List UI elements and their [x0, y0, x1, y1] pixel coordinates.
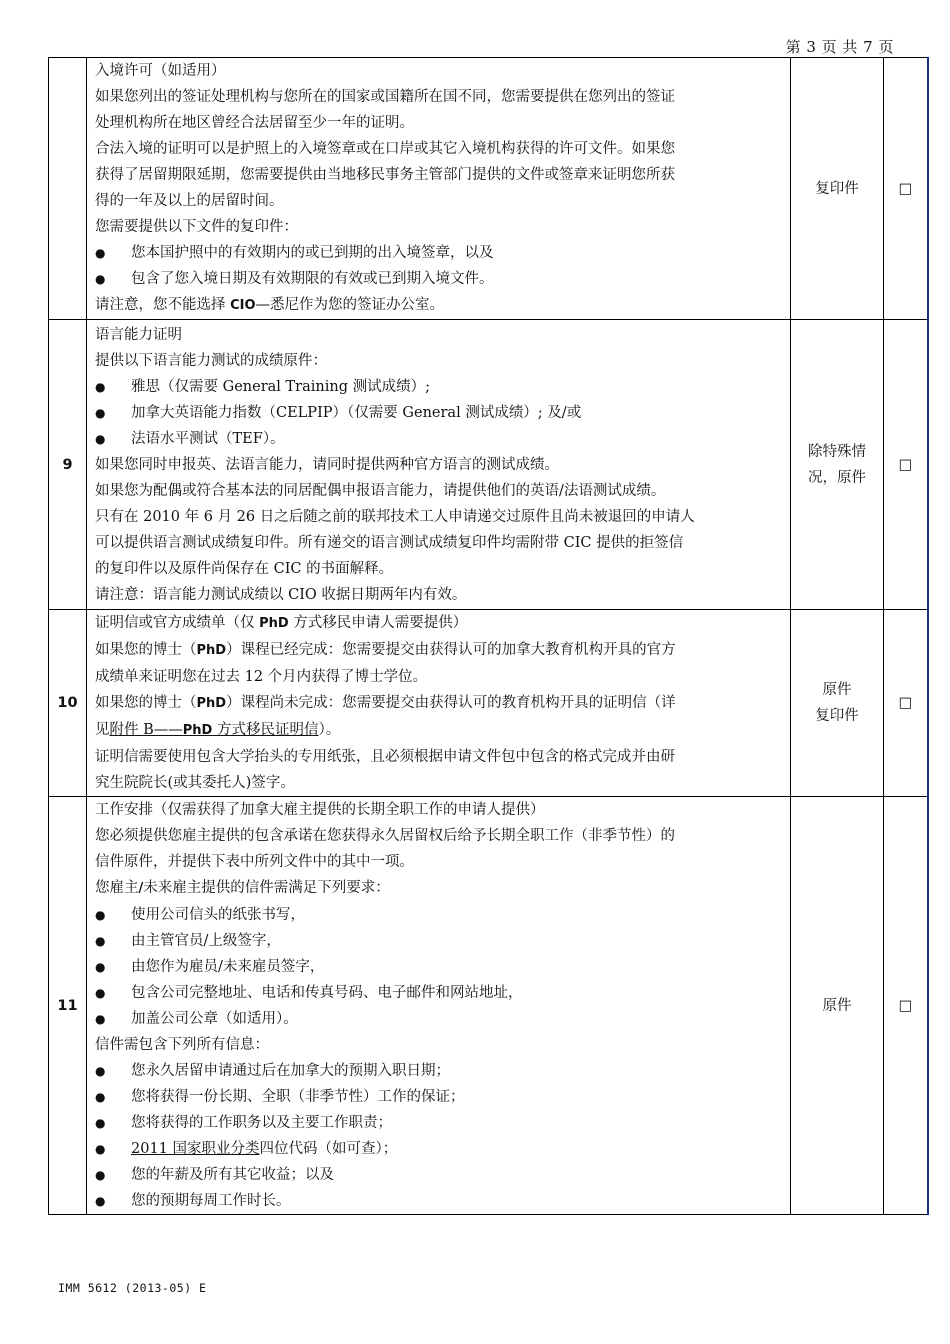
- bullet-icon: ●: [95, 1064, 106, 1078]
- item-title: 证明信或官方成绩单（仅 PhD 方式移民申请人需要提供）: [95, 615, 468, 631]
- paragraph: 信件需包含下列所有信息：: [95, 1037, 269, 1053]
- paragraph: 得的一年及以上的居留时间。: [95, 193, 284, 209]
- table-row: [49, 797, 929, 1215]
- paragraph: 如果您列出的签证处理机构与您所在的国家或国籍所在国不同，您需要提供在您列出的签证: [95, 89, 675, 105]
- document-type: 原件 复印件: [791, 610, 884, 797]
- list-item: ● 包含了您入境日期及有效期限的有效或已到期入境文件。: [95, 266, 782, 292]
- list-item: ● 雅思（仅需要 General Training 测试成绩）;: [95, 374, 782, 400]
- row-number: 11: [49, 797, 87, 1215]
- list-item: ● 包含公司完整地址、电话和传真号码、电子邮件和网站地址，: [95, 980, 782, 1006]
- bullet-icon: ●: [95, 1090, 106, 1104]
- appendix-b-link[interactable]: 附件 B——PhD 方式移民证明信: [109, 722, 319, 738]
- table-row: [49, 610, 929, 797]
- note: 请注意，您不能选择 CIO—悉尼作为您的签证办公室。: [95, 297, 445, 313]
- row-content: [87, 610, 791, 797]
- document-type: 复印件: [791, 58, 884, 320]
- document-type: 原件: [791, 797, 884, 1215]
- list-item: ● 您的预期每周工作时长。: [95, 1188, 782, 1214]
- paragraph: 获得了居留期限延期，您需要提供由当地移民事务主管部门提供的文件或签章来证明您所获: [95, 167, 675, 183]
- checkbox[interactable]: □: [884, 320, 929, 610]
- list-item: ● 您永久居留申请通过后在加拿大的预期入职日期；: [95, 1058, 782, 1084]
- list-item: ● 加盖公司公章（如适用）。: [95, 1006, 782, 1032]
- paragraph: 您必须提供您雇主提供的包含承诺在您获得永久居留权后给予长期全职工作（非季节性）的: [95, 828, 675, 844]
- row-number: 10: [49, 610, 87, 797]
- paragraph: 如果您为配偶或符合基本法的同居配偶申报语言能力，请提供他们的英语/法语测试成绩。: [95, 482, 666, 499]
- paragraph: 如果您的博士（PhD）课程尚未完成：您需要提交由获得认可的教育机构开具的证明信（详: [95, 695, 676, 711]
- list-item: ● 由主管官员/上级签字，: [95, 928, 782, 954]
- paragraph: 究生院院长(或其委托人)签字。: [95, 775, 295, 791]
- list-item: ● 加拿大英语能力指数（CELPIP）（仅需要 General 测试成绩）; 及/或: [95, 400, 782, 426]
- row-content: [87, 58, 791, 320]
- table-row: [49, 58, 929, 320]
- row-number: [49, 58, 87, 320]
- form-code: IMM 5612 (2013-05) E: [58, 1281, 207, 1295]
- paragraph: 可以提供语言测试成绩复印件。所有递交的语言测试成绩复印件均需附带 CIC 提供的拒签信: [95, 534, 684, 551]
- noc-2011-link[interactable]: 2011 国家职业分类: [131, 1141, 260, 1157]
- bullet-icon: ●: [95, 986, 106, 1000]
- paragraph: 您雇主/未来雇主提供的信件需满足下列要求：: [95, 880, 390, 896]
- list-item: ● 由您作为雇员/未来雇员签字，: [95, 954, 782, 980]
- bullet-icon: ●: [95, 960, 106, 974]
- paragraph: 见附件 B——PhD 方式移民证明信）。: [95, 722, 341, 738]
- bullet-icon: ●: [95, 934, 106, 948]
- paragraph: 提供以下语言能力测试的成绩原件：: [95, 352, 327, 369]
- list-item: ● 您本国护照中的有效期内的或已到期的出入境签章，以及: [95, 240, 782, 266]
- list-item: ● 您将获得的工作职务以及主要工作职责；: [95, 1110, 782, 1136]
- paragraph: 成绩单来证明您在过去 12 个月内获得了博士学位。: [95, 669, 428, 685]
- bullet-icon: ●: [95, 405, 106, 420]
- paragraph: 只有在 2010 年 6 月 26 日之后随之前的联邦技术工人申请递交过原件且尚未被退回的申请人: [95, 508, 695, 525]
- note: 请注意：语言能力测试成绩以 CIO 收据日期两年内有效。: [95, 586, 467, 603]
- paragraph: 的复印件以及原件尚保存在 CIC 的书面解释。: [95, 560, 394, 577]
- checkbox[interactable]: □: [884, 797, 929, 1215]
- row-content: [87, 797, 791, 1215]
- bullet-icon: ●: [95, 1012, 106, 1026]
- item-title: 语言能力证明: [95, 326, 182, 343]
- bullet-icon: ●: [95, 1168, 106, 1182]
- bullet-icon: ●: [95, 246, 106, 260]
- checklist-table: [48, 57, 929, 1215]
- paragraph: 如果您的博士（PhD）课程已经完成：您需要提交由获得认可的加拿大教育机构开具的官方: [95, 642, 676, 658]
- page-indicator: 第 3 页 共 7 页: [785, 38, 894, 56]
- list-item: ● 您将获得一份长期、全职（非季节性）工作的保证；: [95, 1084, 782, 1110]
- checkbox[interactable]: □: [884, 610, 929, 797]
- bullet-icon: ●: [95, 1194, 106, 1208]
- list-item: ● 法语水平测试（TEF）。: [95, 426, 782, 452]
- row-number: 9: [49, 320, 87, 610]
- table-row: [49, 320, 929, 610]
- bullet-icon: ●: [95, 379, 106, 394]
- item-title: 工作安排（仅需获得了加拿大雇主提供的长期全职工作的申请人提供）: [95, 802, 545, 818]
- bullet-icon: ●: [95, 1116, 106, 1130]
- list-item: ● 您的年薪及所有其它收益；以及: [95, 1162, 782, 1188]
- bullet-icon: ●: [95, 272, 106, 286]
- checkbox[interactable]: □: [884, 58, 929, 320]
- document-type: 除特殊情 况，原件: [791, 320, 884, 610]
- paragraph: 如果您同时申报英、法语言能力，请同时提供两种官方语言的测试成绩。: [95, 456, 559, 473]
- bullet-icon: ●: [95, 431, 106, 446]
- paragraph: 您需要提供以下文件的复印件：: [95, 219, 298, 235]
- paragraph: 合法入境的证明可以是护照上的入境签章或在口岸或其它入境机构获得的许可文件。如果您: [95, 141, 675, 157]
- list-item: ● 2011 国家职业分类四位代码（如可查）；: [95, 1136, 782, 1162]
- bullet-icon: ●: [95, 1142, 106, 1156]
- paragraph: 信件原件，并提供下表中所列文件中的其中一项。: [95, 854, 414, 870]
- row-content: [87, 320, 791, 610]
- paragraph: 处理机构所在地区曾经合法居留至少一年的证明。: [95, 115, 414, 131]
- list-item: ● 使用公司信头的纸张书写，: [95, 902, 782, 928]
- item-title: 入境许可（如适用）: [95, 63, 226, 79]
- paragraph: 证明信需要使用包含大学抬头的专用纸张，且必须根据申请文件包中包含的格式完成并由研: [95, 749, 675, 765]
- bullet-icon: ●: [95, 908, 106, 922]
